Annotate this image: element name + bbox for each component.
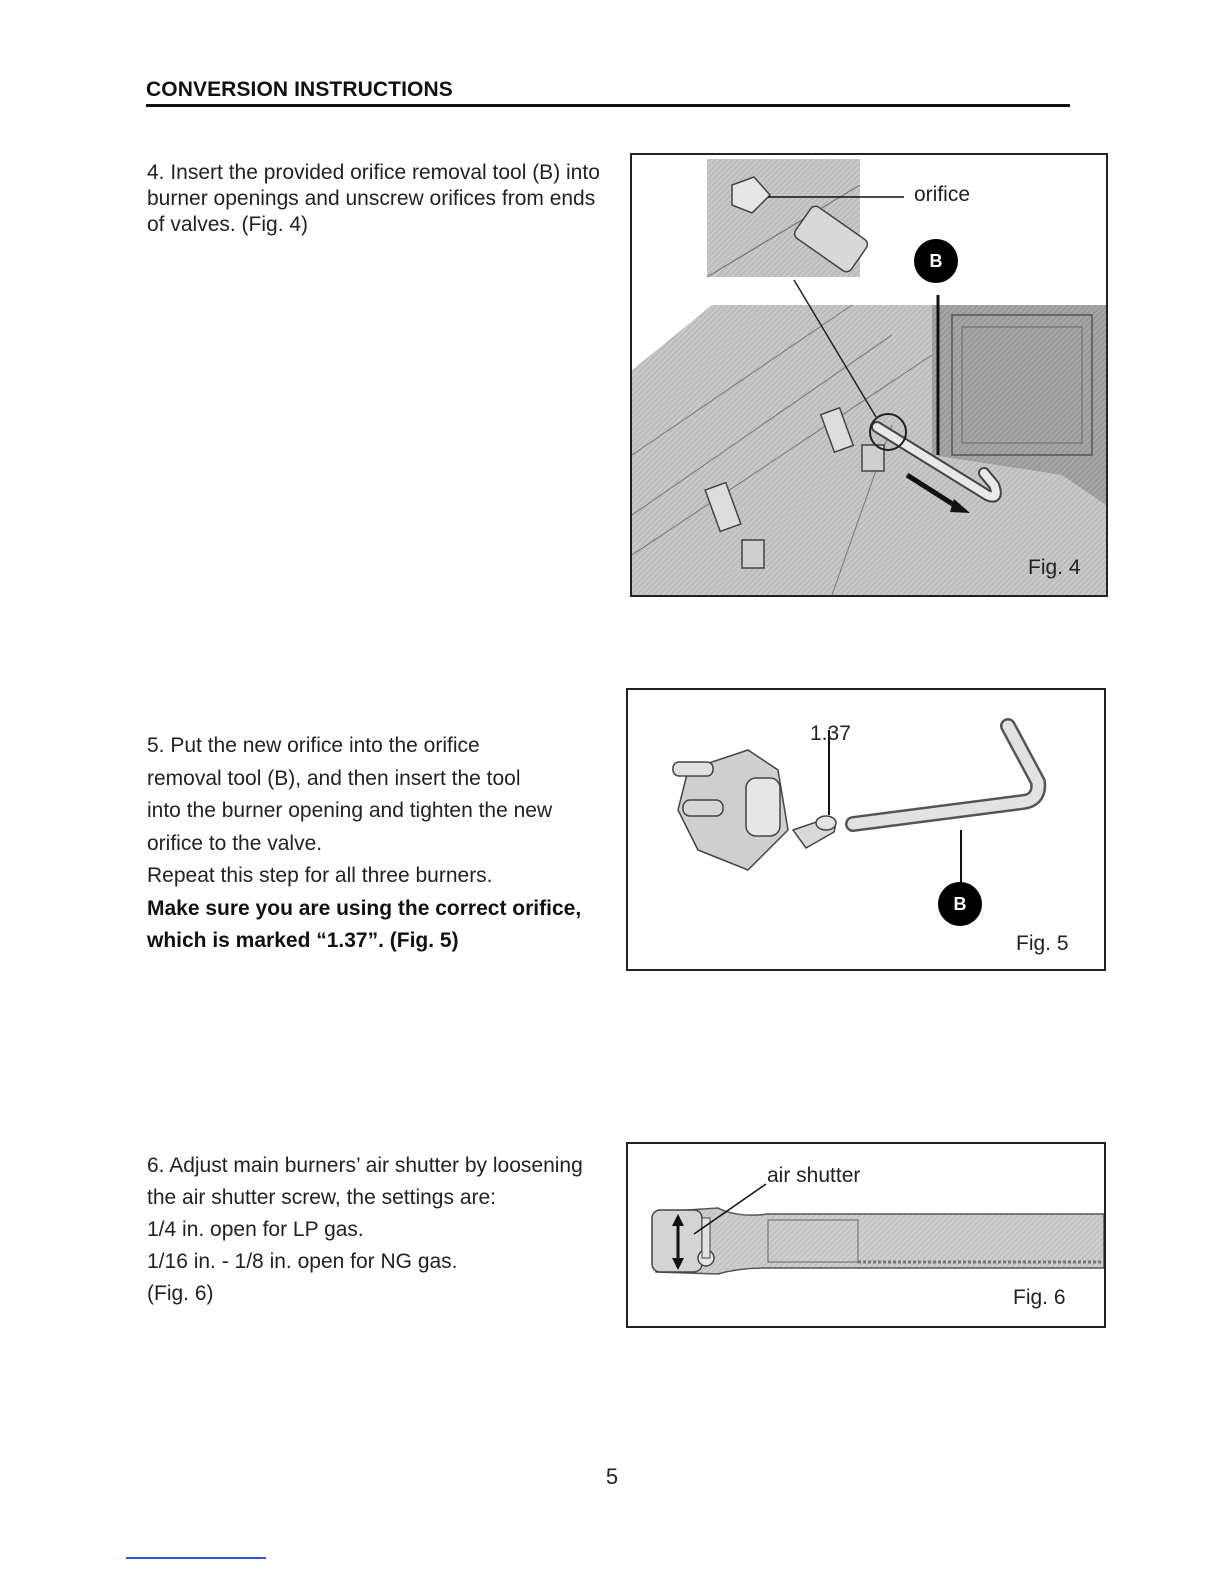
figure-4 [630,153,1108,597]
figure-4-label: Fig. 4 [1028,556,1081,579]
step-6-line-4: 1/16 in. - 1/8 in. open for NG gas. [147,1250,458,1273]
step-5-line-1: 5. Put the new orifice into the orifice [147,734,480,757]
orifice-size-callout: 1.37 [810,722,851,745]
step-5-warning-2: which is marked “1.37”. (Fig. 5) [147,929,459,952]
step-6-line-1: 6. Adjust main burners’ air shutter by loosening [147,1154,583,1177]
step-5-line-2: removal tool (B), and then insert the tool [147,766,521,790]
step-4-paragraph: 4. Insert the provided orifice removal tool (B) into burner openings and unscrew orifices from ends of valves. (Fig. 4) [147,161,600,236]
tool-b-badge: B [938,882,982,926]
step-4-text [147,160,607,238]
figure-6 [626,1142,1106,1328]
air-shutter-callout: air shutter [767,1164,861,1187]
tool-b-badge: B [914,239,958,283]
step-5-line-5: Repeat this step for all three burners. [147,864,493,887]
orifice-callout: orifice [914,183,971,206]
figure-6-label: Fig. 6 [1013,1286,1066,1309]
step-6-line-3: 1/4 in. open for LP gas. [147,1218,364,1241]
figure-5 [626,688,1106,971]
figure-5-illustration [628,690,1104,969]
footer-rule [126,1557,266,1559]
step-6-text [147,1150,627,1310]
step-6-line-2: the air shutter screw, the settings are: [147,1186,497,1209]
figure-4-illustration [632,155,1106,595]
step-5-warning-1: Make sure you are using the correct orifice, [147,896,582,920]
section-title: CONVERSION INSTRUCTIONS [146,78,1070,107]
step-6-line-5: (Fig. 6) [147,1282,214,1305]
step-5-line-4: orifice to the valve. [147,831,323,855]
figure-5-label: Fig. 5 [1016,932,1069,955]
step-5-line-3: into the burner opening and tighten the new [147,799,553,822]
step-5-text [147,730,617,958]
page-number: 5 [605,1464,619,1489]
